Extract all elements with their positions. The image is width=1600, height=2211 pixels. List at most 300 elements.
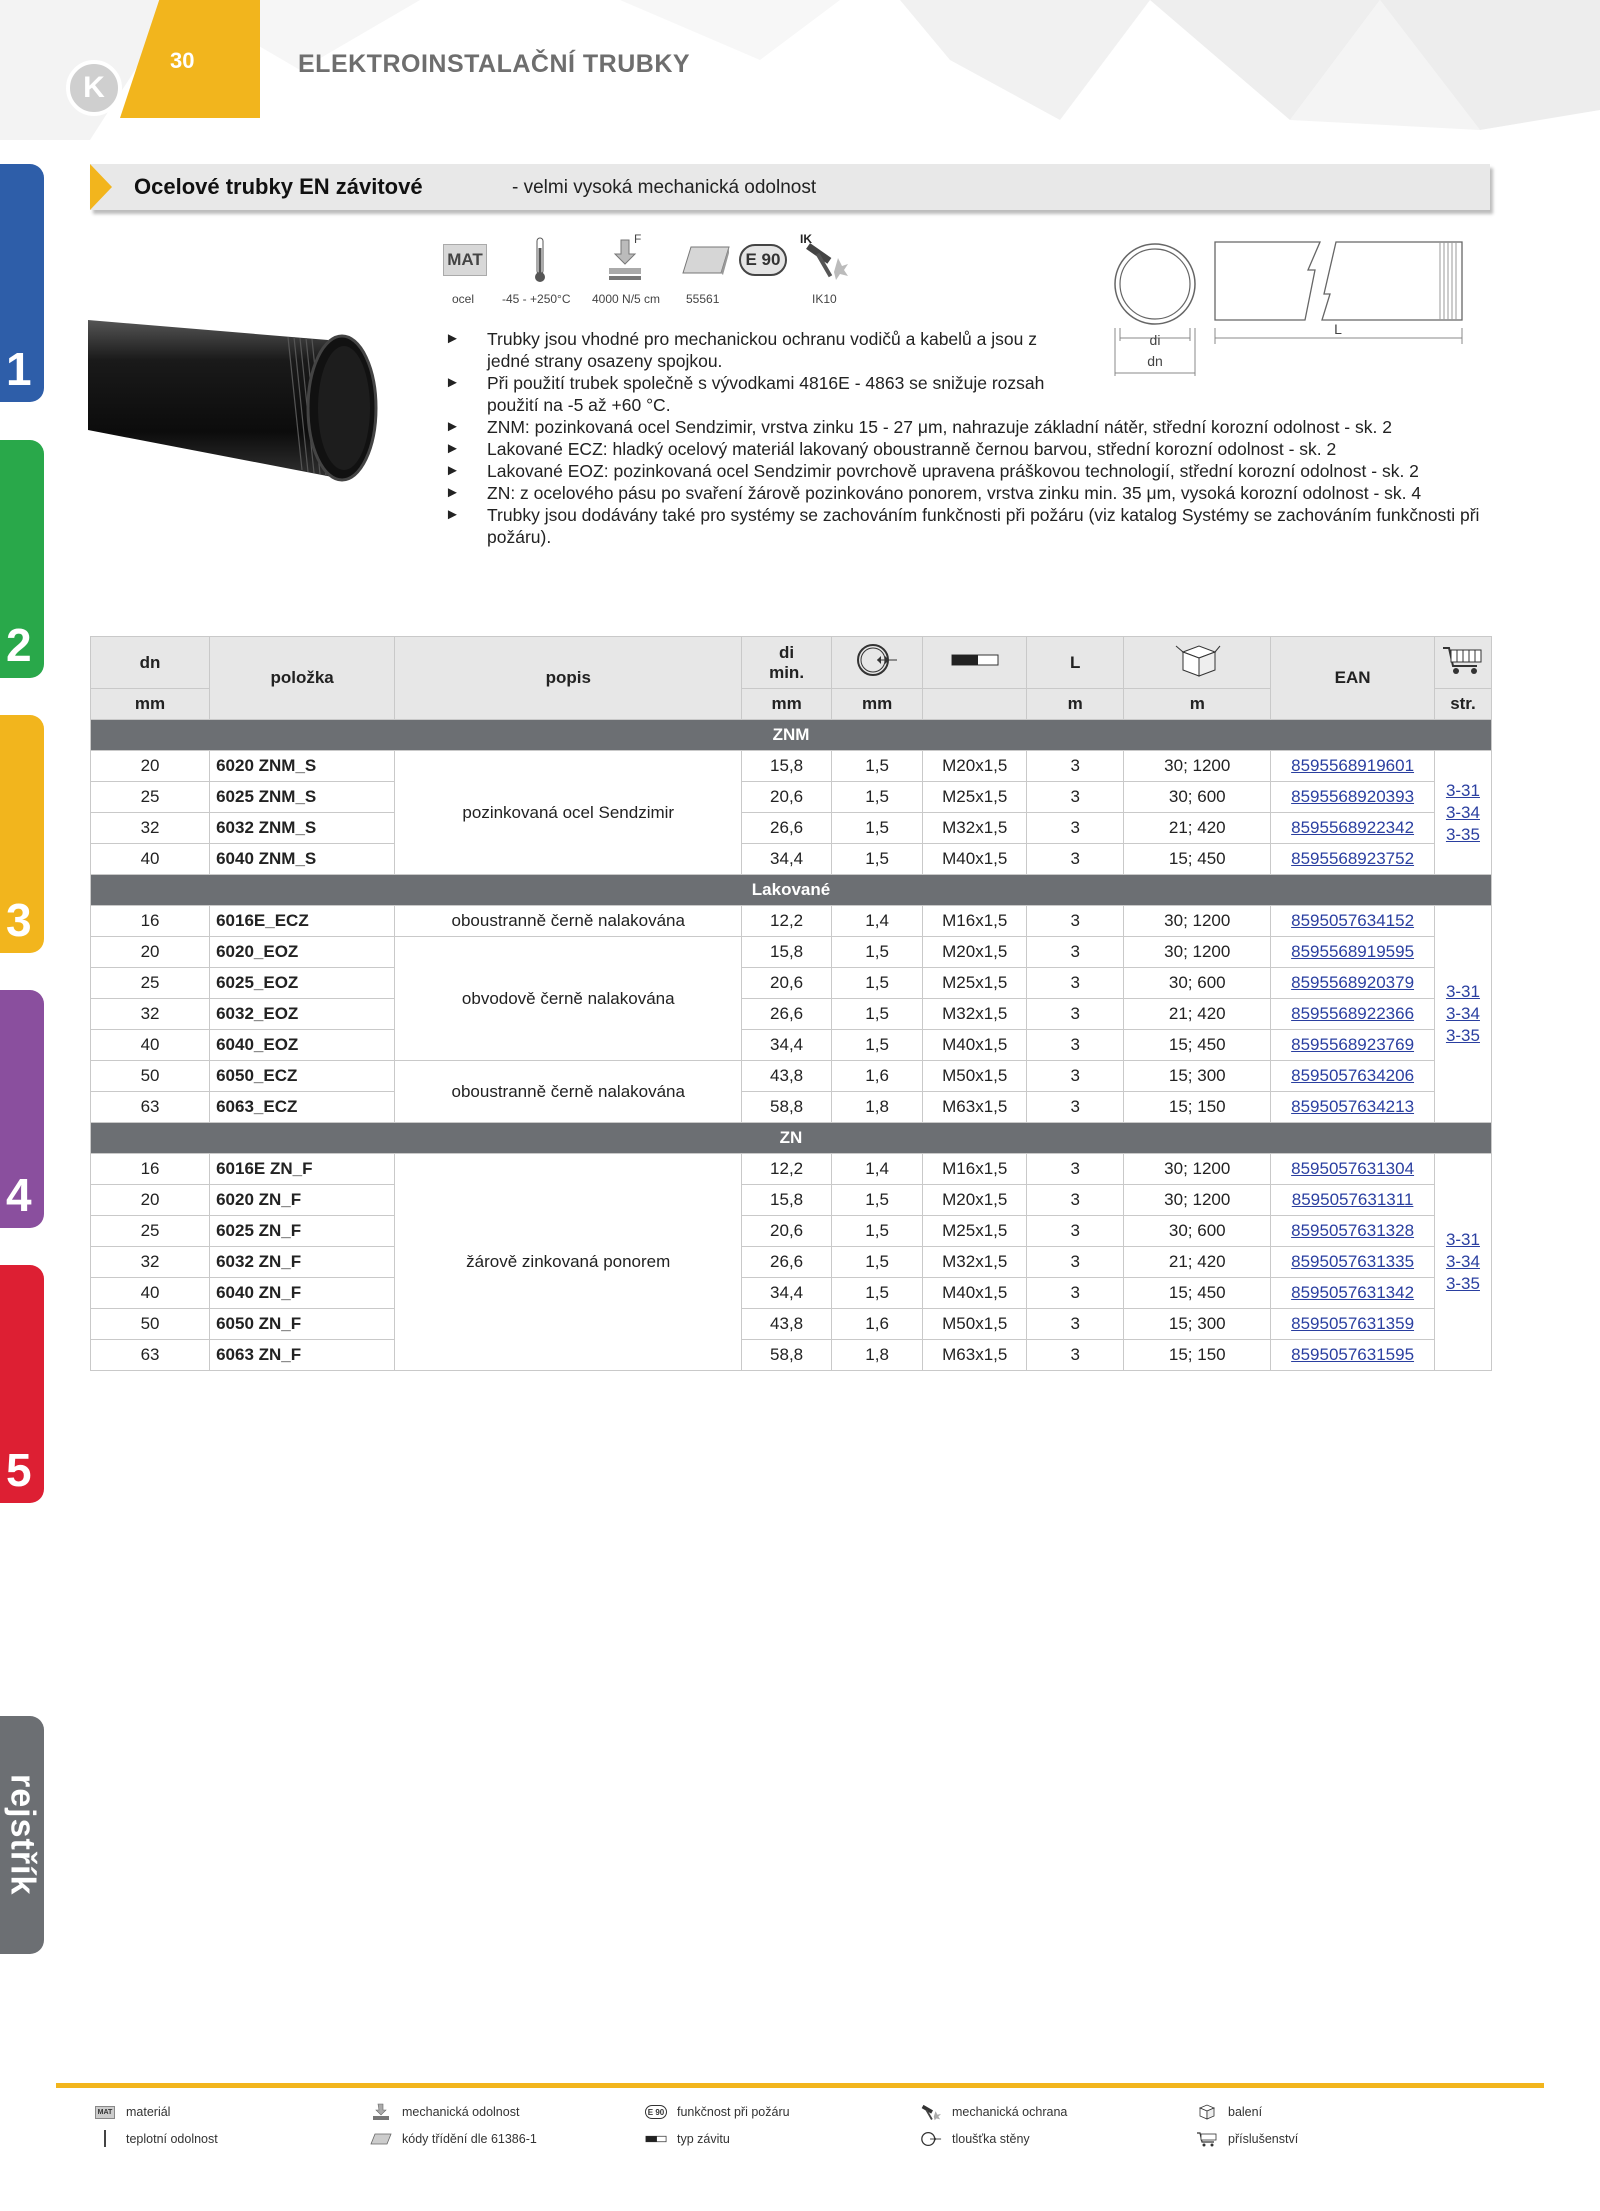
cell-ean xyxy=(1271,782,1435,813)
cell-pack: 15; 450 xyxy=(1124,1030,1271,1061)
page-ref-link[interactable]: 3-35 xyxy=(1445,1026,1480,1045)
feature-item: ► Lakované EOZ: pozinkovaná ocel Sendzimir povrchově upravena práškovou technologií, střední korozní odolnost - sk. 2 xyxy=(445,460,1495,482)
cell-di: 43,8 xyxy=(742,1061,832,1092)
page-number: 30 xyxy=(170,48,195,73)
cell-thickness: 1,8 xyxy=(831,1092,923,1123)
cell-pack: 30; 600 xyxy=(1124,968,1271,999)
cell-pack: 30; 600 xyxy=(1124,1216,1271,1247)
legend-item xyxy=(370,2104,519,2120)
cell-length: 3 xyxy=(1027,1216,1124,1247)
ean-link[interactable]: 8595057634206 xyxy=(1291,1066,1415,1085)
cell-pack: 30; 1200 xyxy=(1124,751,1271,782)
table-row xyxy=(91,1216,1492,1247)
cell-thickness: 1,5 xyxy=(831,751,923,782)
ik-label: IK xyxy=(800,232,812,246)
ean-link[interactable]: 8595568923752 xyxy=(1291,849,1415,868)
section-header xyxy=(91,1123,1492,1154)
cell-thickness: 1,5 xyxy=(831,813,923,844)
cell-pack: 30; 1200 xyxy=(1124,906,1271,937)
cell-item: 6032 ZN_F xyxy=(210,1247,395,1278)
col-length: L xyxy=(1027,637,1124,689)
cell-ean xyxy=(1271,1154,1435,1185)
legend-item xyxy=(94,2131,218,2147)
cell-item: 6040_EOZ xyxy=(210,1030,395,1061)
brand-logo xyxy=(66,60,122,116)
table-row xyxy=(91,1061,1492,1092)
side-tab-1[interactable] xyxy=(0,164,44,402)
col-di-min-label: min. xyxy=(769,662,805,682)
box-icon xyxy=(1173,642,1221,678)
di-label: di xyxy=(1149,332,1161,348)
cell-item: 6063 ZN_F xyxy=(210,1340,395,1371)
cell-pack: 15; 150 xyxy=(1124,1340,1271,1371)
logo-letter: K xyxy=(83,71,105,104)
cell-dn: 20 xyxy=(91,751,210,782)
ean-link[interactable]: 8595057631328 xyxy=(1291,1221,1415,1240)
cell-dn: 25 xyxy=(91,782,210,813)
cell-thickness: 1,5 xyxy=(831,1216,923,1247)
cell-thread: M50x1,5 xyxy=(923,1309,1027,1340)
cell-dn: 20 xyxy=(91,937,210,968)
cell-length: 3 xyxy=(1027,937,1124,968)
ean-link[interactable]: 8595057631342 xyxy=(1291,1283,1415,1302)
col-dn: dn xyxy=(91,637,210,689)
page-ref-link[interactable]: 3-31 xyxy=(1445,1230,1480,1249)
material-caption: ocel xyxy=(452,292,475,306)
cell-di: 34,4 xyxy=(742,844,832,875)
cell-di: 58,8 xyxy=(742,1092,832,1123)
cell-length: 3 xyxy=(1027,1247,1124,1278)
table-row xyxy=(91,968,1492,999)
feature-item: ► Trubky jsou dodávány také pro systémy se zachováním funkčnosti při požáru (viz katalog Systémy se zachováním funkčnosti při požáru). xyxy=(445,504,1495,548)
cell-item: 6040 ZN_F xyxy=(210,1278,395,1309)
cell-item: 6063_ECZ xyxy=(210,1092,395,1123)
cell-item: 6032_EOZ xyxy=(210,999,395,1030)
cell-item: 6050 ZN_F xyxy=(210,1309,395,1340)
page-ref-link[interactable]: 3-34 xyxy=(1445,1252,1480,1271)
col-thread xyxy=(923,637,1027,689)
cell-thread: M20x1,5 xyxy=(923,751,1027,782)
mat-icon: MAT xyxy=(94,2104,116,2120)
compression-caption: 4000 N/5 cm xyxy=(592,292,661,306)
cell-di: 58,8 xyxy=(742,1340,832,1371)
cell-ean xyxy=(1271,1340,1435,1371)
legend-label: typ závitu xyxy=(677,2132,730,2146)
cell-thickness: 1,5 xyxy=(831,844,923,875)
cell-thread: M16x1,5 xyxy=(923,1154,1027,1185)
cell-dn: 20 xyxy=(91,1185,210,1216)
compression-icon xyxy=(370,2104,392,2120)
cell-thread: M32x1,5 xyxy=(923,999,1027,1030)
cell-ean xyxy=(1271,1309,1435,1340)
legend-item xyxy=(94,2104,170,2120)
ean-link[interactable]: 8595568922342 xyxy=(1291,818,1415,837)
side-tab-label: 4 xyxy=(6,1169,32,1221)
legend-label: balení xyxy=(1228,2105,1263,2119)
feature-item: ► Trubky jsou vhodné pro mechanickou ochranu vodičů a kabelů a jsou z jedné strany osazeny spojkou. xyxy=(445,328,1075,372)
page-ref-link[interactable]: 3-34 xyxy=(1445,1004,1480,1023)
table-row xyxy=(91,1247,1492,1278)
box-icon xyxy=(1196,2104,1218,2120)
cart-icon xyxy=(1441,644,1485,676)
cell-pack: 15; 450 xyxy=(1124,1278,1271,1309)
cell-pack: 21; 420 xyxy=(1124,999,1271,1030)
impact-icon xyxy=(920,2104,942,2120)
product-subtitle: - velmi vysoká mechanická odolnost xyxy=(512,177,817,198)
unit-thickness: mm xyxy=(831,689,923,720)
cell-pack: 30; 600 xyxy=(1124,782,1271,813)
ean-link[interactable]: 8595568920379 xyxy=(1291,973,1415,992)
cell-thickness: 1,5 xyxy=(831,968,923,999)
steel-pipe-image xyxy=(88,310,388,500)
unit-di: mm xyxy=(742,689,832,720)
cell-ean xyxy=(1271,1185,1435,1216)
cell-pack: 15; 300 xyxy=(1124,1061,1271,1092)
cell-dn: 50 xyxy=(91,1061,210,1092)
cell-thickness: 1,4 xyxy=(831,1154,923,1185)
unit-length: m xyxy=(1027,689,1124,720)
cell-pack: 30; 1200 xyxy=(1124,1154,1271,1185)
col-di xyxy=(742,637,832,689)
cell-thread: M20x1,5 xyxy=(923,937,1027,968)
table-row xyxy=(91,782,1492,813)
cell-pack: 21; 420 xyxy=(1124,813,1271,844)
cell-ean xyxy=(1271,1061,1435,1092)
col-thickness xyxy=(831,637,923,689)
cell-di: 20,6 xyxy=(742,968,832,999)
footer-line xyxy=(56,2083,1544,2088)
side-tab-label: 2 xyxy=(6,619,32,671)
cell-dn: 32 xyxy=(91,999,210,1030)
cell-length: 3 xyxy=(1027,1061,1124,1092)
col-ean: EAN xyxy=(1271,637,1435,720)
cell-length: 3 xyxy=(1027,1340,1124,1371)
cell-thickness: 1,5 xyxy=(831,1030,923,1061)
legend-label: tloušťka stěny xyxy=(952,2132,1030,2146)
cell-pack: 30; 1200 xyxy=(1124,1185,1271,1216)
cell-di: 26,6 xyxy=(742,1247,832,1278)
cell-di: 15,8 xyxy=(742,1185,832,1216)
cell-di: 34,4 xyxy=(742,1278,832,1309)
cell-length: 3 xyxy=(1027,1309,1124,1340)
product-title-bar xyxy=(90,164,1490,210)
cell-thread: M25x1,5 xyxy=(923,782,1027,813)
cell-di: 26,6 xyxy=(742,999,832,1030)
section-title: ZNM xyxy=(91,720,1492,751)
cell-ean xyxy=(1271,751,1435,782)
cell-item: 6025 ZN_F xyxy=(210,1216,395,1247)
section-title: ZN xyxy=(91,1123,1492,1154)
ean-link[interactable]: 8595057634152 xyxy=(1291,911,1415,930)
table-row xyxy=(91,1154,1492,1185)
legend-label: funkčnost při požáru xyxy=(677,2105,790,2119)
cell-dn: 16 xyxy=(91,906,210,937)
mat-icon-label: MAT xyxy=(443,244,487,276)
cell-thread: M20x1,5 xyxy=(923,1185,1027,1216)
compression-icon xyxy=(604,232,650,284)
cell-thickness: 1,5 xyxy=(831,1278,923,1309)
cell-pack: 15; 300 xyxy=(1124,1309,1271,1340)
product-table-body xyxy=(91,720,1492,1371)
legend-item xyxy=(645,2131,730,2147)
cell-page-refs xyxy=(1434,751,1491,875)
feature-item: ► ZNM: pozinkovaná ocel Sendzimir, vrstva zinku 15 - 27 μm, nahrazuje základní nátěr, střední korozní odolnost - sk. 2 xyxy=(445,416,1495,438)
unit-thread xyxy=(923,689,1027,720)
product-title: Ocelové trubky EN závitové xyxy=(134,174,423,199)
classification-icon xyxy=(680,236,732,284)
cell-di: 15,8 xyxy=(742,751,832,782)
ean-link[interactable]: 8595568919601 xyxy=(1291,756,1415,775)
cell-thread: M40x1,5 xyxy=(923,1278,1027,1309)
table-row xyxy=(91,1185,1492,1216)
cell-item: 6025 ZNM_S xyxy=(210,782,395,813)
cell-thickness: 1,5 xyxy=(831,1185,923,1216)
cell-thickness: 1,5 xyxy=(831,782,923,813)
side-tab-label: 1 xyxy=(6,343,32,395)
cell-di: 20,6 xyxy=(742,782,832,813)
thread-icon xyxy=(950,652,1000,668)
page-ref-link[interactable]: 3-34 xyxy=(1445,802,1480,822)
cell-page-refs xyxy=(1434,1154,1491,1371)
cell-length: 3 xyxy=(1027,1092,1124,1123)
mat-icon xyxy=(442,236,488,284)
unit-page: str. xyxy=(1434,689,1491,720)
cell-thread: M32x1,5 xyxy=(923,1247,1027,1278)
cell-dn: 16 xyxy=(91,1154,210,1185)
product-table xyxy=(90,636,1492,1371)
table-row xyxy=(91,813,1492,844)
legend-label: materiál xyxy=(126,2105,171,2119)
cell-dn: 32 xyxy=(91,1247,210,1278)
table-row xyxy=(91,1092,1492,1123)
cell-description: oboustranně černě nalakována xyxy=(395,906,742,937)
feature-item: ► ZN: z ocelového pásu po svaření žárově pozinkováno ponorem, vrstva zinku min. 35 μm, vysoká korozní odolnost - sk. 4 xyxy=(445,482,1495,504)
cell-ean xyxy=(1271,937,1435,968)
e90-icon xyxy=(738,236,788,284)
unit-dn: mm xyxy=(91,689,210,720)
legend-item xyxy=(1196,2131,1298,2147)
classification-caption: 55561 xyxy=(686,292,720,306)
legend-item xyxy=(645,2104,790,2120)
cell-length: 3 xyxy=(1027,813,1124,844)
force-label: F xyxy=(634,232,642,246)
cell-ean xyxy=(1271,1216,1435,1247)
cell-ean xyxy=(1271,813,1435,844)
cell-length: 3 xyxy=(1027,1154,1124,1185)
cell-thread: M25x1,5 xyxy=(923,968,1027,999)
col-pack xyxy=(1124,637,1271,689)
col-accessories xyxy=(1434,637,1491,689)
cell-dn: 25 xyxy=(91,1216,210,1247)
cell-length: 3 xyxy=(1027,968,1124,999)
cell-di: 34,4 xyxy=(742,1030,832,1061)
cell-description: pozinkovaná ocel Sendzimir xyxy=(395,751,742,875)
cell-thickness: 1,5 xyxy=(831,937,923,968)
cell-description: obvodově černě nalakována xyxy=(395,937,742,1061)
cell-item: 6020 ZN_F xyxy=(210,1185,395,1216)
legend-item xyxy=(920,2104,1067,2120)
thermometer-icon xyxy=(94,2131,116,2147)
cell-di: 15,8 xyxy=(742,937,832,968)
page-ref-link[interactable]: 3-35 xyxy=(1445,1274,1480,1293)
ean-link[interactable]: 8595057631304 xyxy=(1291,1159,1415,1178)
legend-label: teplotní odolnost xyxy=(126,2132,218,2146)
cell-length: 3 xyxy=(1027,1278,1124,1309)
cell-page-refs xyxy=(1434,906,1491,1123)
page-ref-link[interactable]: 3-31 xyxy=(1445,780,1480,800)
cell-dn: 40 xyxy=(91,1030,210,1061)
dn-label: dn xyxy=(1147,353,1163,369)
page-title: ELEKTROINSTALAČNÍ TRUBKY xyxy=(298,50,691,78)
cell-dn: 32 xyxy=(91,813,210,844)
legend-label: mechanická odolnost xyxy=(402,2105,520,2119)
cell-dn: 63 xyxy=(91,1092,210,1123)
cart-icon xyxy=(1196,2131,1218,2147)
cell-thickness: 1,5 xyxy=(831,1247,923,1278)
thread-icon xyxy=(645,2131,667,2147)
table-row xyxy=(91,844,1492,875)
ean-link[interactable]: 8595568923769 xyxy=(1291,1035,1415,1054)
cell-pack: 15; 450 xyxy=(1124,844,1271,875)
side-tab-4[interactable] xyxy=(0,990,44,1228)
cell-item: 6020 ZNM_S xyxy=(210,751,395,782)
col-di-label: di xyxy=(779,642,795,662)
cell-thread: M25x1,5 xyxy=(923,1216,1027,1247)
cell-length: 3 xyxy=(1027,906,1124,937)
ean-link[interactable]: 8595057631359 xyxy=(1291,1314,1415,1333)
cell-length: 3 xyxy=(1027,1185,1124,1216)
cell-ean xyxy=(1271,1278,1435,1309)
cell-dn: 40 xyxy=(91,844,210,875)
cell-length: 3 xyxy=(1027,999,1124,1030)
legend-label: mechanická ochrana xyxy=(952,2105,1068,2119)
cell-length: 3 xyxy=(1027,1030,1124,1061)
classification-icon xyxy=(370,2131,392,2147)
cell-item: 6032 ZNM_S xyxy=(210,813,395,844)
cell-thread: M63x1,5 xyxy=(923,1340,1027,1371)
table-row xyxy=(91,1278,1492,1309)
side-tab-label: 5 xyxy=(6,1444,32,1496)
cell-ean xyxy=(1271,1092,1435,1123)
cell-thickness: 1,6 xyxy=(831,1309,923,1340)
cell-ean xyxy=(1271,1247,1435,1278)
ean-link[interactable]: 8595568919595 xyxy=(1291,942,1415,961)
ean-link[interactable]: 8595568920393 xyxy=(1291,787,1415,806)
title-arrow-icon xyxy=(90,164,112,210)
cell-item: 6016E ZN_F xyxy=(210,1154,395,1185)
side-tab-index[interactable] xyxy=(0,1716,44,1954)
cell-di: 26,6 xyxy=(742,813,832,844)
col-description: popis xyxy=(395,637,742,720)
ean-link[interactable]: 8595057634213 xyxy=(1291,1097,1415,1116)
ean-link[interactable]: 8595568922366 xyxy=(1291,1004,1415,1023)
thermometer-icon xyxy=(525,236,555,284)
cell-thread: M16x1,5 xyxy=(923,906,1027,937)
section-header xyxy=(91,875,1492,906)
cell-thread: M32x1,5 xyxy=(923,813,1027,844)
cell-dn: 25 xyxy=(91,968,210,999)
cell-pack: 21; 420 xyxy=(1124,1247,1271,1278)
cell-ean xyxy=(1271,844,1435,875)
cell-dn: 40 xyxy=(91,1278,210,1309)
cell-ean xyxy=(1271,906,1435,937)
ean-link[interactable]: 8595057631311 xyxy=(1291,1190,1414,1209)
table-row xyxy=(91,906,1492,937)
legend-label: příslušenství xyxy=(1228,2132,1299,2146)
unit-pack: m xyxy=(1124,689,1271,720)
cell-di: 12,2 xyxy=(742,906,832,937)
side-tab-2[interactable] xyxy=(0,440,44,678)
cell-description: žárově zinkovaná ponorem xyxy=(395,1154,742,1371)
page-ref-link[interactable]: 3-31 xyxy=(1445,982,1480,1001)
legend-label: kódy třídění dle 61386-1 xyxy=(402,2132,537,2146)
cell-thickness: 1,5 xyxy=(831,999,923,1030)
legend-item xyxy=(1196,2104,1262,2120)
table-row xyxy=(91,1030,1492,1061)
wall-thickness-icon xyxy=(920,2131,942,2147)
cell-description: oboustranně černě nalakována xyxy=(395,1061,742,1123)
cell-dn: 63 xyxy=(91,1340,210,1371)
legend-item xyxy=(370,2131,537,2147)
cell-item: 6020_EOZ xyxy=(210,937,395,968)
cell-di: 43,8 xyxy=(742,1309,832,1340)
feature-item: ► Při použití trubek společně s vývodkami 4816E - 4863 se snižuje rozsah použití na -5 až +60 °C. xyxy=(445,372,1075,416)
feature-list xyxy=(445,328,1495,548)
temperature-caption: -45 - +250°C xyxy=(502,292,571,306)
side-tab-label: rejstřík xyxy=(3,1774,42,1896)
cell-item: 6016E_ECZ xyxy=(210,906,395,937)
page-ref-link[interactable]: 3-35 xyxy=(1445,824,1480,844)
cell-thickness: 1,4 xyxy=(831,906,923,937)
section-title: Lakované xyxy=(91,875,1492,906)
cell-length: 3 xyxy=(1027,844,1124,875)
cell-di: 12,2 xyxy=(742,1154,832,1185)
cell-thread: M63x1,5 xyxy=(923,1092,1027,1123)
side-tab-3[interactable] xyxy=(0,715,44,953)
cell-di: 20,6 xyxy=(742,1216,832,1247)
e90-icon: E 90 xyxy=(645,2104,667,2120)
side-tab-5[interactable] xyxy=(0,1265,44,1503)
table-row xyxy=(91,1309,1492,1340)
cell-item: 6025_EOZ xyxy=(210,968,395,999)
col-item: položka xyxy=(210,637,395,720)
cell-pack: 15; 150 xyxy=(1124,1092,1271,1123)
cell-thickness: 1,8 xyxy=(831,1340,923,1371)
table-row xyxy=(91,1340,1492,1371)
cell-ean xyxy=(1271,1030,1435,1061)
cell-thread: M40x1,5 xyxy=(923,1030,1027,1061)
table-row xyxy=(91,999,1492,1030)
ean-link[interactable]: 8595057631595 xyxy=(1291,1345,1415,1364)
cell-ean xyxy=(1271,968,1435,999)
cell-length: 3 xyxy=(1027,751,1124,782)
legend-item xyxy=(920,2131,1030,2147)
impact-icon xyxy=(800,232,850,284)
cell-thickness: 1,6 xyxy=(831,1061,923,1092)
cell-pack: 30; 1200 xyxy=(1124,937,1271,968)
cell-ean xyxy=(1271,999,1435,1030)
table-row xyxy=(91,751,1492,782)
cell-item: 6050_ECZ xyxy=(210,1061,395,1092)
feature-item: ► Lakované ECZ: hladký ocelový materiál lakovaný oboustranně černou barvou, střední korozní odolnost - sk. 2 xyxy=(445,438,1495,460)
impact-caption: IK10 xyxy=(812,292,837,306)
ean-link[interactable]: 8595057631335 xyxy=(1291,1252,1415,1271)
section-header xyxy=(91,720,1492,751)
wall-thickness-icon xyxy=(855,642,899,678)
cell-thread: M50x1,5 xyxy=(923,1061,1027,1092)
side-tab-label: 3 xyxy=(6,894,32,946)
cell-dn: 50 xyxy=(91,1309,210,1340)
